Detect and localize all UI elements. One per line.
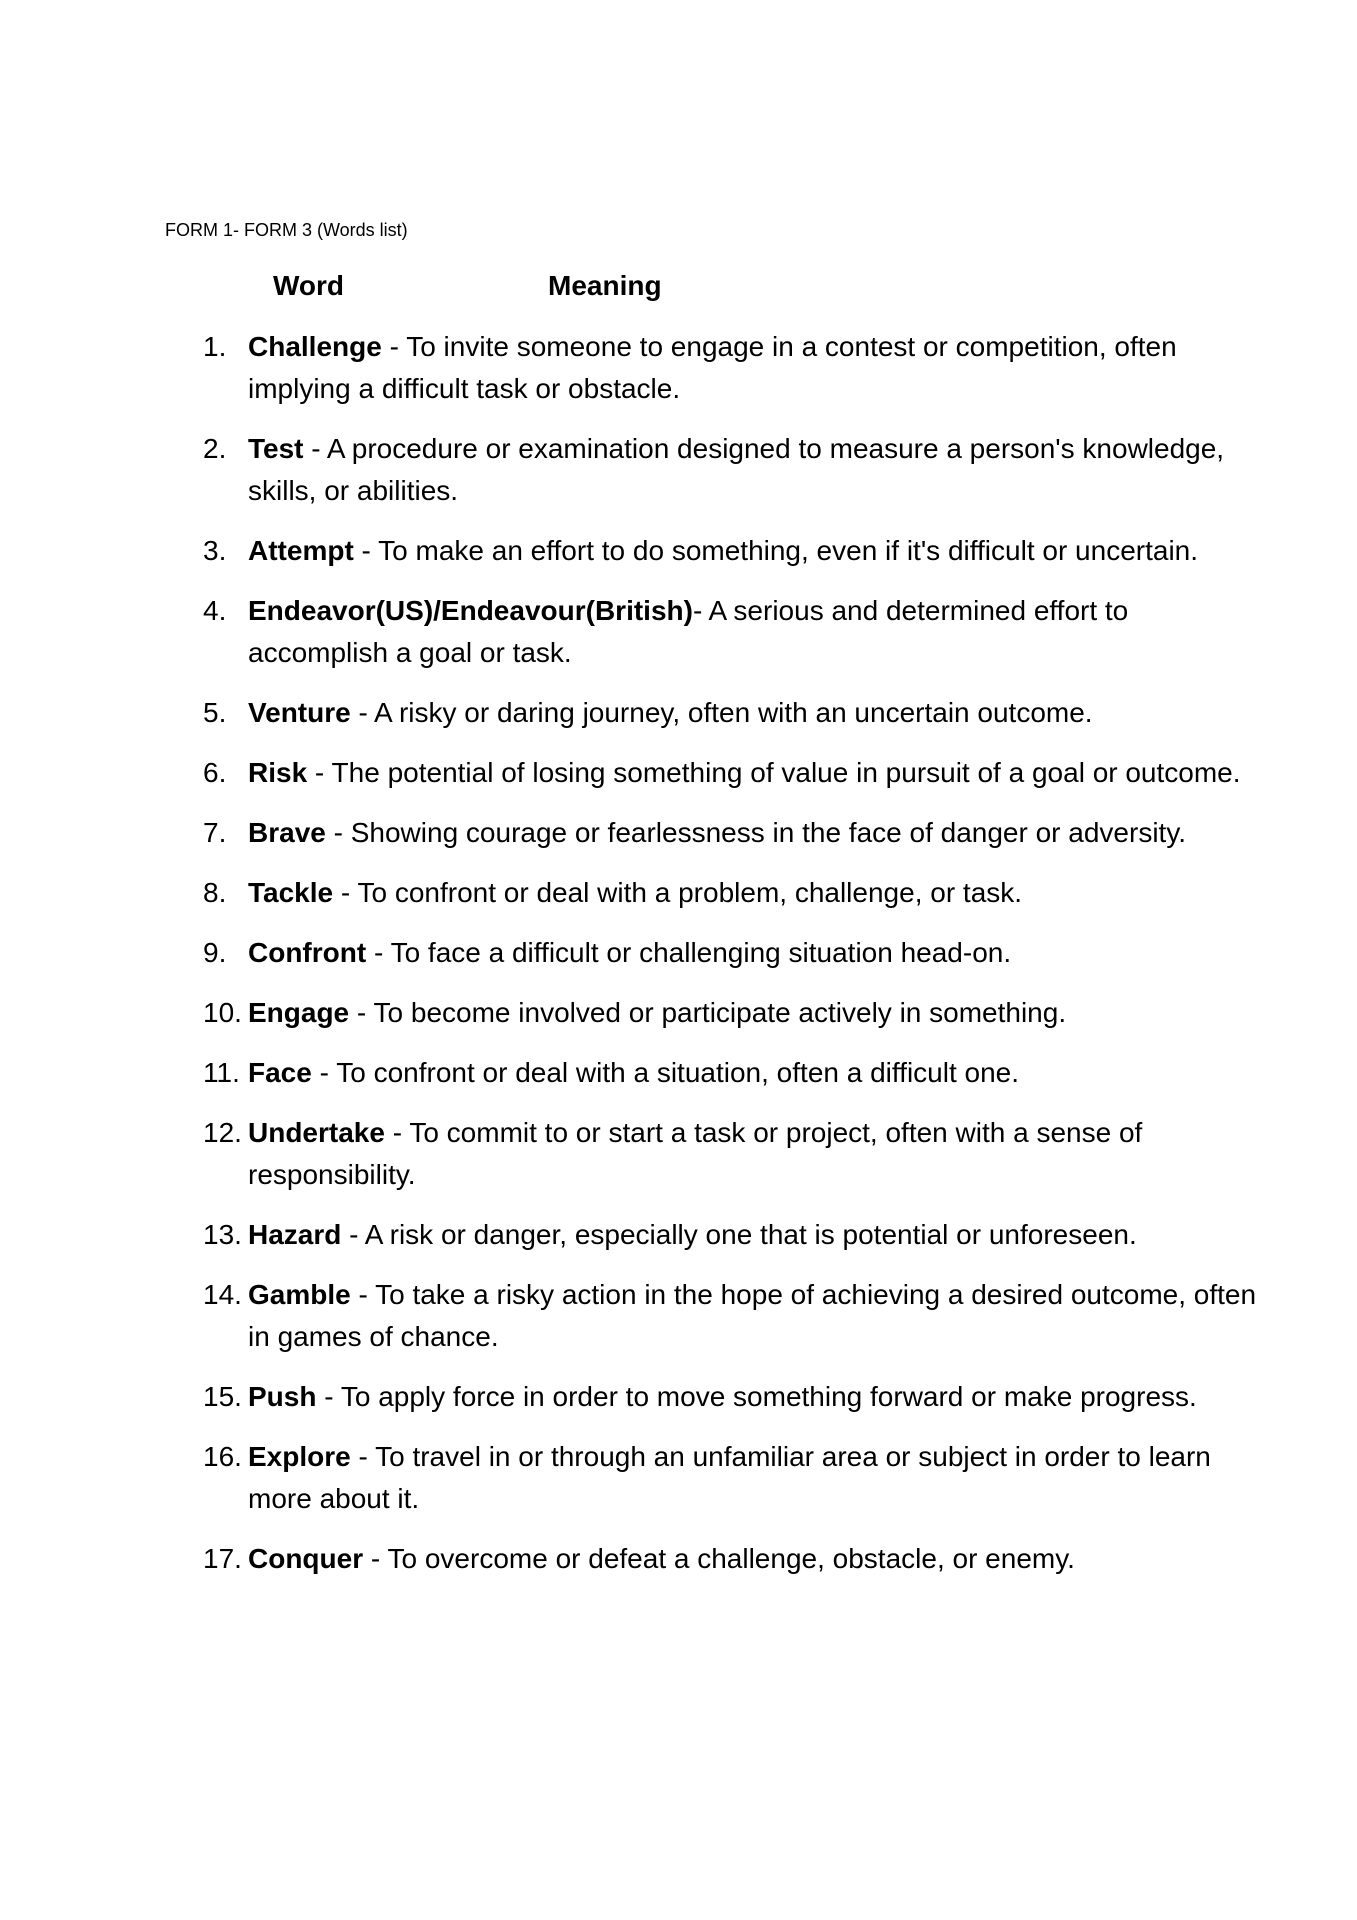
entry-definition: To travel in or through an unfamiliar area or subject in order to learn more about it. [248, 1441, 1211, 1514]
entry-number: 6. [203, 757, 227, 788]
entry-number: 15. [203, 1381, 242, 1412]
entry-number: 4. [203, 595, 227, 626]
entry-term: Test [248, 433, 304, 464]
word-list [0, 326, 1357, 1598]
word-entry [0, 1052, 1357, 1094]
entry-separator: - [311, 1057, 337, 1088]
entry-number: 5. [203, 697, 227, 728]
entry-number: 1. [203, 331, 227, 362]
entry-number: 12. [203, 1117, 242, 1148]
entry-number: 2. [203, 433, 227, 464]
word-entry [0, 1274, 1357, 1358]
entry-number: 16. [203, 1441, 242, 1472]
entry-definition: The potential of losing something of value in pursuit of a goal or outcome. [331, 757, 1241, 788]
entry-term: Conquer [248, 1543, 364, 1574]
entry-term: Challenge [248, 331, 382, 362]
meaning-column-header: Meaning [548, 270, 662, 301]
entry-definition: A risk or danger, especially one that is potential or unforeseen. [364, 1219, 1137, 1250]
column-headers [0, 268, 1357, 304]
entry-term: Tackle [248, 877, 334, 908]
entry-definition: To make an effort to do something, even if it's difficult or uncertain. [378, 535, 1199, 566]
entry-separator: - [692, 595, 709, 626]
entry-separator: - [350, 1441, 376, 1472]
entry-separator: - [303, 433, 327, 464]
word-entry [0, 326, 1357, 410]
entry-number: 3. [203, 535, 227, 566]
entry-definition: To invite someone to engage in a contest or competition, often implying a difficult task or obstacle. [248, 331, 1177, 404]
word-entry [0, 752, 1357, 794]
entry-separator: - [341, 1219, 365, 1250]
word-column-header: Word [273, 270, 345, 301]
entry-term: Confront [248, 937, 367, 968]
word-entry [0, 932, 1357, 974]
entry-separator: - [384, 1117, 410, 1148]
entry-term: Venture [248, 697, 351, 728]
entry-number: 13. [203, 1219, 242, 1250]
entry-term: Undertake [248, 1117, 385, 1148]
word-entry [0, 1112, 1357, 1196]
entry-separator: - [325, 817, 351, 848]
entry-definition: To apply force in order to move something forward or make progress. [340, 1381, 1197, 1412]
entry-separator: - [350, 1279, 376, 1310]
entry-definition: Showing courage or fearlessness in the face of danger or adversity. [350, 817, 1187, 848]
entry-term: Push [248, 1381, 317, 1412]
entry-separator: - [307, 757, 332, 788]
entry-term: Brave [248, 817, 326, 848]
entry-separator: - [316, 1381, 341, 1412]
entry-definition: To confront or deal with a situation, often a difficult one. [336, 1057, 1020, 1088]
word-entry [0, 1214, 1357, 1256]
entry-separator: - [349, 997, 374, 1028]
entry-separator: - [350, 697, 375, 728]
entry-number: 7. [203, 817, 227, 848]
entry-definition: To commit to or start a task or project, often with a sense of responsibility. [248, 1117, 1143, 1190]
entry-separator: - [353, 535, 379, 566]
entry-definition: A procedure or examination designed to measure a person's knowledge, skills, or abilities. [248, 433, 1225, 506]
word-entry [0, 1376, 1357, 1418]
entry-term: Hazard [248, 1219, 342, 1250]
word-entry [0, 812, 1357, 854]
entry-number: 14. [203, 1279, 242, 1310]
word-entry [0, 992, 1357, 1034]
entry-term: Engage [248, 997, 350, 1028]
entry-definition: To face a difficult or challenging situation head-on. [390, 937, 1012, 968]
entry-term: Endeavor(US)/Endeavour(British) [248, 595, 693, 626]
word-entry [0, 1538, 1357, 1580]
word-entry [0, 590, 1357, 674]
entry-number: 10. [203, 997, 242, 1028]
entry-term: Face [248, 1057, 312, 1088]
entry-definition: To take a risky action in the hope of achieving a desired outcome, often in games of chance. [248, 1279, 1257, 1352]
entry-definition: A risky or daring journey, often with an uncertain outcome. [374, 697, 1093, 728]
entry-separator: - [381, 331, 407, 362]
word-entry [0, 1436, 1357, 1520]
entry-number: 11. [203, 1057, 240, 1088]
entry-term: Risk [248, 757, 308, 788]
entry-separator: - [333, 877, 358, 908]
entry-term: Gamble [248, 1279, 351, 1310]
entry-separator: - [363, 1543, 388, 1574]
entry-term: Explore [248, 1441, 351, 1472]
entry-number: 17. [203, 1543, 242, 1574]
word-entry [0, 428, 1357, 512]
entry-definition: To overcome or defeat a challenge, obstacle, or enemy. [387, 1543, 1075, 1574]
document-header: FORM 1- FORM 3 (Words list) [165, 220, 408, 240]
word-entry [0, 872, 1357, 914]
entry-definition: To confront or deal with a problem, challenge, or task. [357, 877, 1023, 908]
entry-number: 8. [203, 877, 227, 908]
entry-term: Attempt [248, 535, 354, 566]
entry-separator: - [366, 937, 391, 968]
entry-definition: A serious and determined effort to accomplish a goal or task. [248, 595, 1129, 668]
word-entry [0, 692, 1357, 734]
word-entry [0, 530, 1357, 572]
entry-number: 9. [203, 937, 227, 968]
entry-definition: To become involved or participate actively in something. [373, 997, 1067, 1028]
